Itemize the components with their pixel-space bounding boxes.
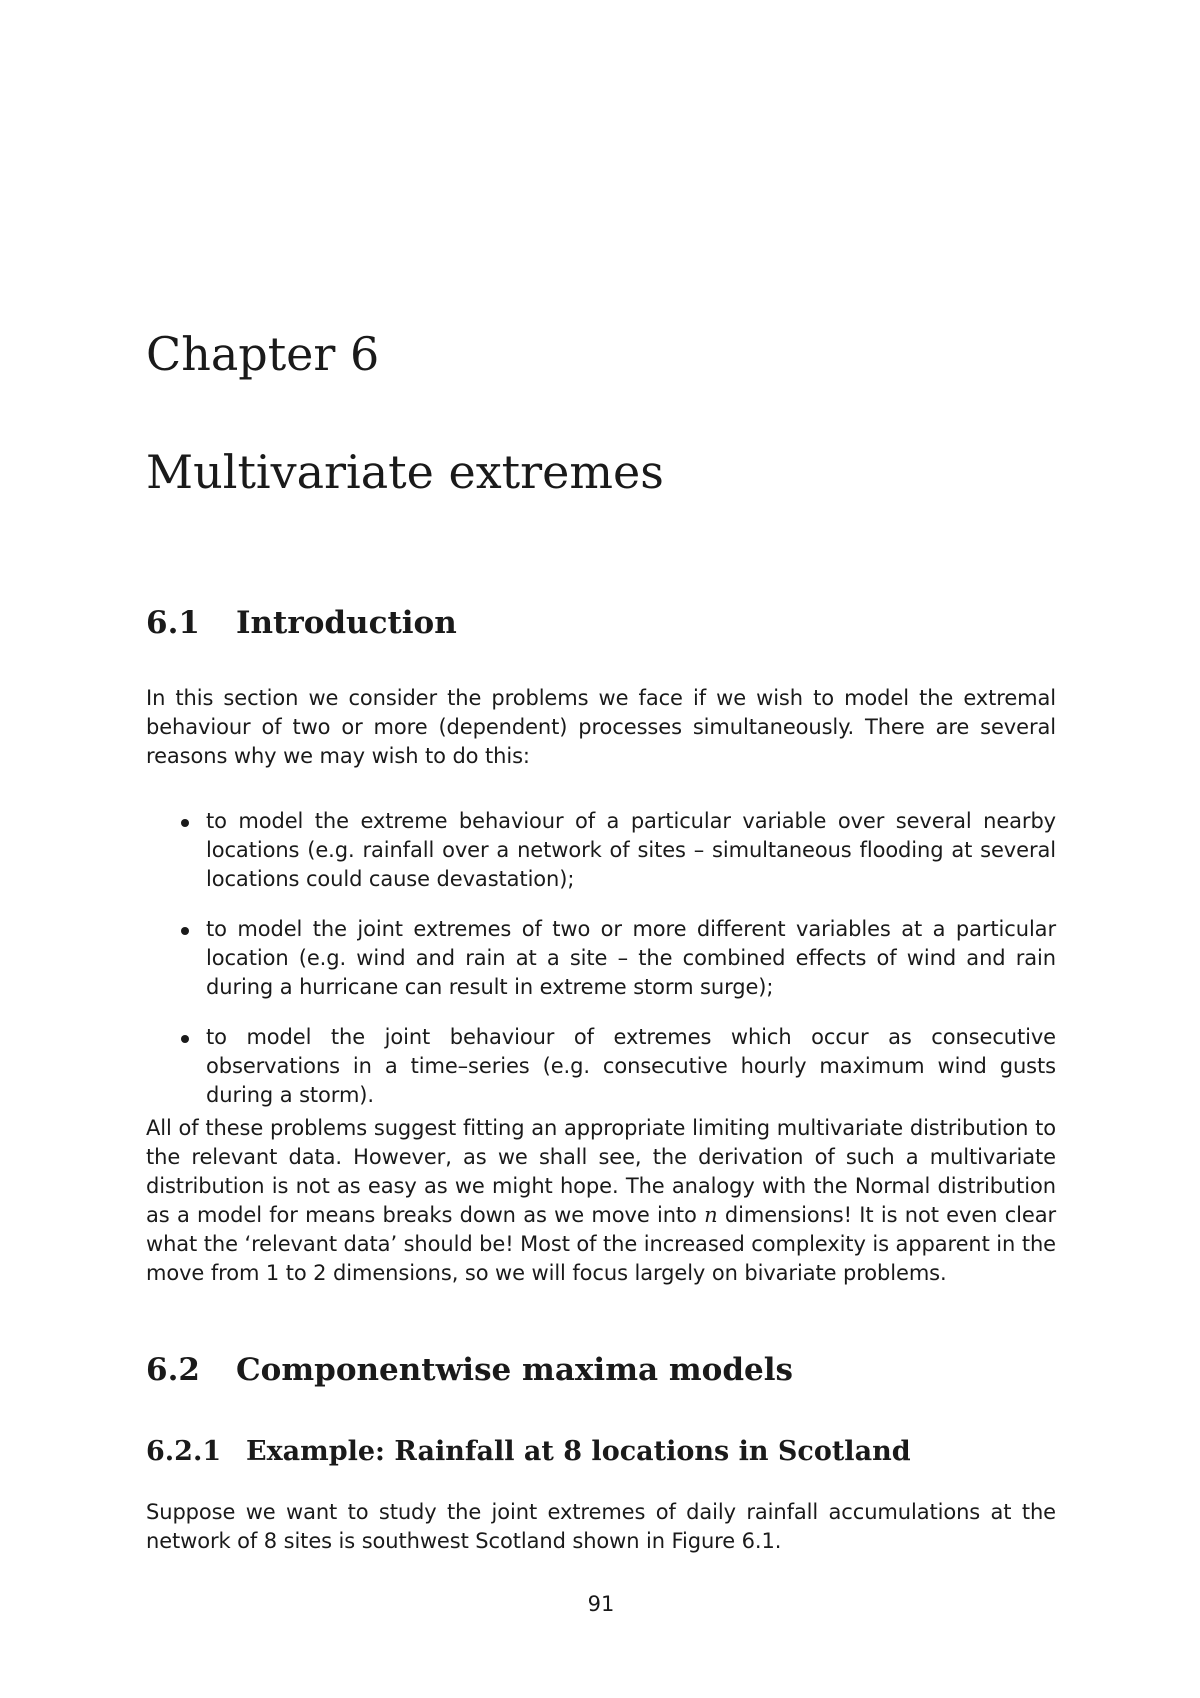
rainfall-paragraph: Suppose we want to study the joint extremes of daily rainfall accumulations at the network of 8 sites is southwest Scotland shown in Figure 6.1. [146,1500,1056,1553]
subsection-number: 6.2.1 [146,1436,222,1467]
section-title: Introduction [236,605,457,641]
document-page [146,0,1056,1698]
page-number: 91 [587,1592,615,1616]
bullet-icon [181,1035,189,1043]
chapter-title: Multivariate extremes [146,445,664,499]
math-variable-n: n [704,1203,718,1227]
section-heading-componentwise [146,1350,793,1390]
list-item-text: to model the joint extremes of two or more different variables at a particular location (e.g. wind and rain at a site – the combined effects of wind and rain during a hurricane can result in extreme storm surge); [206,917,1056,999]
section-number: 6.2 [146,1352,200,1388]
list-item [146,807,1056,894]
subsection-heading-rainfall [146,1435,911,1469]
reasons-list [146,807,1056,1131]
closing-paragraph-text-2: dimensions! It is not even clear what the ‘relevant data’ should be! Most of the increased complexity is apparent in the move from 1 to 2 dimensions, so we will focus largely on bivariate problems. [146,1203,1056,1285]
bullet-icon [181,819,189,827]
bullet-icon [181,927,189,935]
intro-paragraph: In this section we consider the problems we face if we wish to model the extremal behaviour of two or more (dependent) processes simultaneously. There are several reasons why we may wish to do this: [146,686,1056,768]
section-title: Componentwise maxima models [236,1352,793,1388]
section-number: 6.1 [146,605,200,641]
closing-paragraph [146,1114,1056,1288]
subsection-title: Example: Rainfall at 8 locations in Scotland [246,1436,911,1467]
chapter-label: Chapter 6 [146,327,380,381]
list-item-text: to model the extreme behaviour of a particular variable over several nearby locations (e.g. rainfall over a network of sites – simultaneous flooding at several locations could cause devastation); [206,809,1056,891]
section-heading-introduction [146,603,457,643]
closing-paragraph-text-1: All of these problems suggest fitting an appropriate limiting multivariate distribution to the relevant data. However, as we shall see, the derivation of such a multivariate distribution is not as easy as we might hope. The analogy with the Normal distribution as a model for means breaks down as we move into [146,1116,1056,1227]
list-item [146,1023,1056,1110]
list-item [146,915,1056,1002]
list-item-text: to model the joint behaviour of extremes which occur as consecutive observations in a time–series (e.g. consecutive hourly maximum wind gusts during a storm). [206,1025,1056,1107]
